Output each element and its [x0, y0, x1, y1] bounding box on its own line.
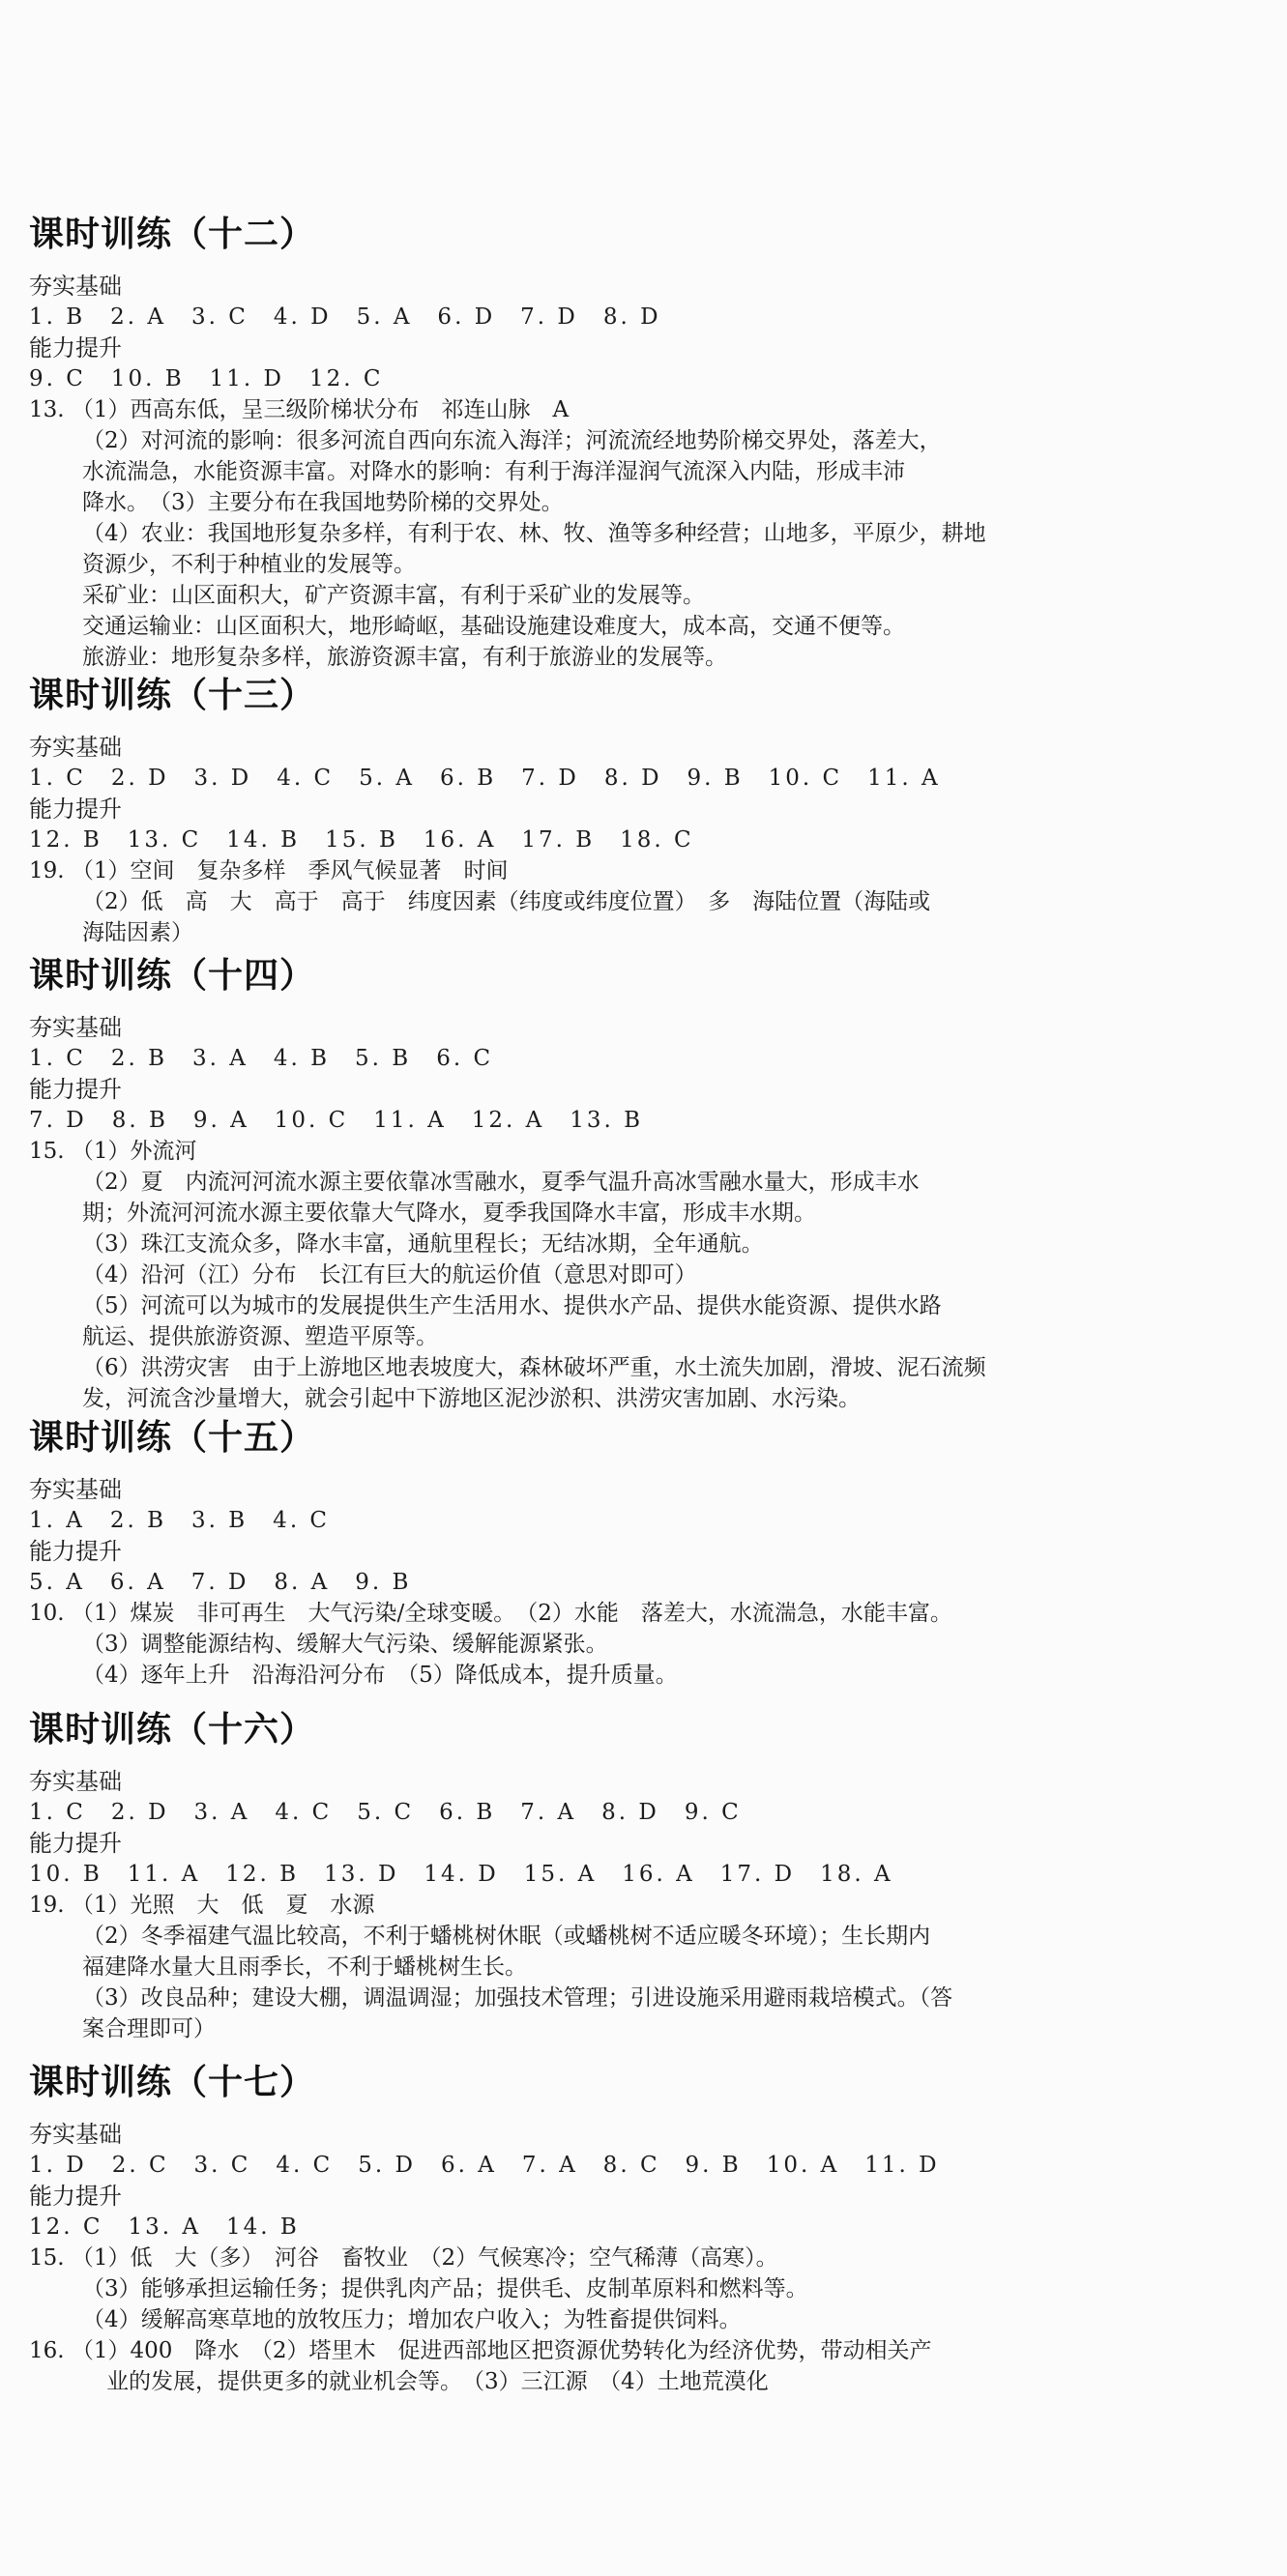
subheading: 夯实基础 — [29, 273, 122, 300]
subheading: 能力提升 — [29, 1538, 122, 1565]
answer-line-indented: 业的发展，提供更多的就业机会等。 （3）三江源 （4）土地荒漠化 — [106, 2369, 769, 2394]
section-13 — [29, 672, 1248, 948]
subheading: 夯实基础 — [29, 1476, 122, 1503]
answer-line-indented: （3）调整能源结构、缓解大气污染、缓解能源紧张。 — [82, 1632, 608, 1657]
answer-line-indented: （2）冬季福建气温比较高，不利于蟠桃树休眠（或蟠桃树不适应暖冬环境）；生长期内 — [82, 1924, 931, 1949]
choice-answers: 9. C 10. B 11. D 12. C — [29, 366, 384, 391]
section-title: 课时训练（十七） — [29, 2063, 316, 2102]
answer-line-indented: （5）河流可以为城市的发展提供生产生活用水、提供水产品、提供水能资源、提供水路 — [82, 1293, 942, 1318]
subheading: 夯实基础 — [29, 2121, 122, 2148]
choice-answers: 10. B 11. A 12. B 13. D 14. D 15. A 16. A 17. D 18. A — [29, 1862, 893, 1887]
answer-line: 13. （1）西高东低，呈三级阶梯状分布 祁连山脉 A — [29, 397, 570, 422]
subheading: 夯实基础 — [29, 1014, 122, 1041]
answer-line: 19. （1）光照 大 低 夏 水源 — [29, 1893, 375, 1918]
choice-answers: 12. C 13. A 14. B — [29, 2214, 300, 2240]
section-14 — [29, 952, 1248, 1414]
answer-line-indented: （3）能够承担运输任务；提供乳肉产品；提供毛、皮制革原料和燃料等。 — [82, 2276, 808, 2301]
answer-line-indented: （2）对河流的影响：很多河流自西向东流入海洋；河流流经地势阶梯交界处，落差大， — [82, 428, 942, 453]
answer-line-indented: （4）农业：我国地形复杂多样，有利于农、林、牧、渔等多种经营；山地多，平原少，耕地 — [82, 521, 986, 546]
section-12 — [29, 211, 1248, 673]
section-lines — [29, 732, 1248, 948]
section-lines — [29, 1012, 1248, 1414]
answer-line: 19. （1）空间 复杂多样 季风气候显著 时间 — [29, 858, 509, 883]
subheading: 能力提升 — [29, 334, 122, 362]
section-title: 课时训练（十四） — [29, 956, 316, 996]
answer-line: 15. （1）低 大（多） 河谷 畜牧业 （2）气候寒冷；空气稀薄（高寒）。 — [29, 2245, 778, 2271]
choice-answers: 7. D 8. B 9. A 10. C 11. A 12. A 13. B — [29, 1108, 643, 1133]
subheading: 能力提升 — [29, 1830, 122, 1857]
section-title: 课时训练（十六） — [29, 1710, 316, 1750]
choice-answers: 1. A 2. B 3. B 4. C — [29, 1508, 331, 1533]
answer-line-indented: 旅游业：地形复杂多样，旅游资源丰富，有利于旅游业的发展等。 — [82, 645, 727, 670]
answer-line: 16. （1）400 降水 （2）塔里木 促进西部地区把资源优势转化为经济优势，带动相关产 — [29, 2338, 932, 2363]
answer-line-indented: （4）沿河（江）分布 长江有巨大的航运价值（意思对即可） — [82, 1262, 697, 1288]
subheading: 夯实基础 — [29, 1768, 122, 1795]
answer-line-indented: 降水。 （3）主要分布在我国地势阶梯的交界处。 — [82, 490, 564, 515]
answer-line: 10. （1）煤炭 非可再生 大气污染/全球变暖。 （2）水能 落差大，水流湍急，水能丰富。 — [29, 1601, 952, 1626]
choice-answers: 1. C 2. D 3. A 4. C 5. C 6. B 7. A 8. D 9. C — [29, 1800, 742, 1825]
choice-answers: 12. B 13. C 14. B 15. B 16. A 17. B 18. C — [29, 827, 694, 853]
answer-line-indented: （4）缓解高寒草地的放牧压力；增加农户收入；为牲畜提供饲料。 — [82, 2307, 742, 2332]
section-lines — [29, 2119, 1248, 2397]
answer-line-indented: 资源少，不利于种植业的发展等。 — [82, 552, 416, 577]
answer-line-indented: 水流湍急，水能资源丰富。对降水的影响：有利于海洋湿润气流深入内陆，形成丰沛 — [82, 459, 905, 484]
answer-line-indented: 航运、提供旅游资源、塑造平原等。 — [82, 1324, 438, 1349]
section-17 — [29, 2059, 1248, 2397]
answer-line-indented: 福建降水量大且雨季长，不利于蟠桃树生长。 — [82, 1954, 527, 1980]
answer-line-indented: （3）珠江支流众多，降水丰富，通航里程长；无结冰期，全年通航。 — [82, 1231, 764, 1257]
answer-line-indented: 发，河流含沙量增大，就会引起中下游地区泥沙淤积、洪涝灾害加剧、水污染。 — [82, 1386, 861, 1411]
answer-line-indented: 案合理即可） — [82, 2016, 216, 2041]
answer-line-indented: 海陆因素） — [82, 920, 193, 945]
answer-line-indented: 期；外流河河流水源主要依靠大气降水，夏季我国降水丰富，形成丰水期。 — [82, 1201, 816, 1226]
choice-answers: 5. A 6. A 7. D 8. A 9. B — [29, 1570, 412, 1595]
subheading: 能力提升 — [29, 2183, 122, 2210]
answer-line-indented: （6）洪涝灾害 由于上游地区地表坡度大，森林破坏严重，水土流失加剧，滑坡、泥石流频 — [82, 1355, 986, 1380]
answer-line-indented: 交通运输业：山区面积大，地形崎岖，基础设施建设难度大，成本高，交通不便等。 — [82, 614, 905, 639]
answer-line-indented: （4）逐年上升 沿海沿河分布 （5）降低成本，提升质量。 — [82, 1663, 678, 1688]
choice-answers: 1. C 2. D 3. D 4. C 5. A 6. B 7. D 8. D 9. B 10. C 11. A — [29, 766, 941, 791]
section-title: 课时训练（十五） — [29, 1418, 316, 1458]
choice-answers: 1. D 2. C 3. C 4. C 5. D 6. A 7. A 8. C 9. B 10. A 11. D — [29, 2153, 940, 2178]
subheading: 能力提升 — [29, 1076, 122, 1103]
answer-line-indented: （2）夏 内流河河流水源主要依靠冰雪融水，夏季气温升高冰雪融水量大，形成丰水 — [82, 1170, 920, 1195]
section-title: 课时训练（十二） — [29, 215, 316, 254]
section-lines — [29, 271, 1248, 673]
choice-answers: 1. C 2. B 3. A 4. B 5. B 6. C — [29, 1046, 494, 1071]
section-lines — [29, 1766, 1248, 2044]
section-title: 课时训练（十三） — [29, 676, 316, 715]
section-lines — [29, 1474, 1248, 1691]
subheading: 夯实基础 — [29, 734, 122, 761]
answer-line: 15. （1）外流河 — [29, 1139, 197, 1164]
section-16 — [29, 1706, 1248, 2044]
subheading: 能力提升 — [29, 796, 122, 823]
section-15 — [29, 1414, 1248, 1691]
answer-line-indented: （2）低 高 大 高于 高于 纬度因素（纬度或纬度位置） 多 海陆位置（海陆或 — [82, 889, 931, 914]
answer-line-indented: 采矿业：山区面积大，矿产资源丰富，有利于采矿业的发展等。 — [82, 583, 705, 608]
choice-answers: 1. B 2. A 3. C 4. D 5. A 6. D 7. D 8. D — [29, 304, 661, 330]
answer-line-indented: （3）改良品种；建设大棚，调温调湿；加强技术管理；引进设施采用避雨栽培模式。（答 — [82, 1985, 953, 2011]
